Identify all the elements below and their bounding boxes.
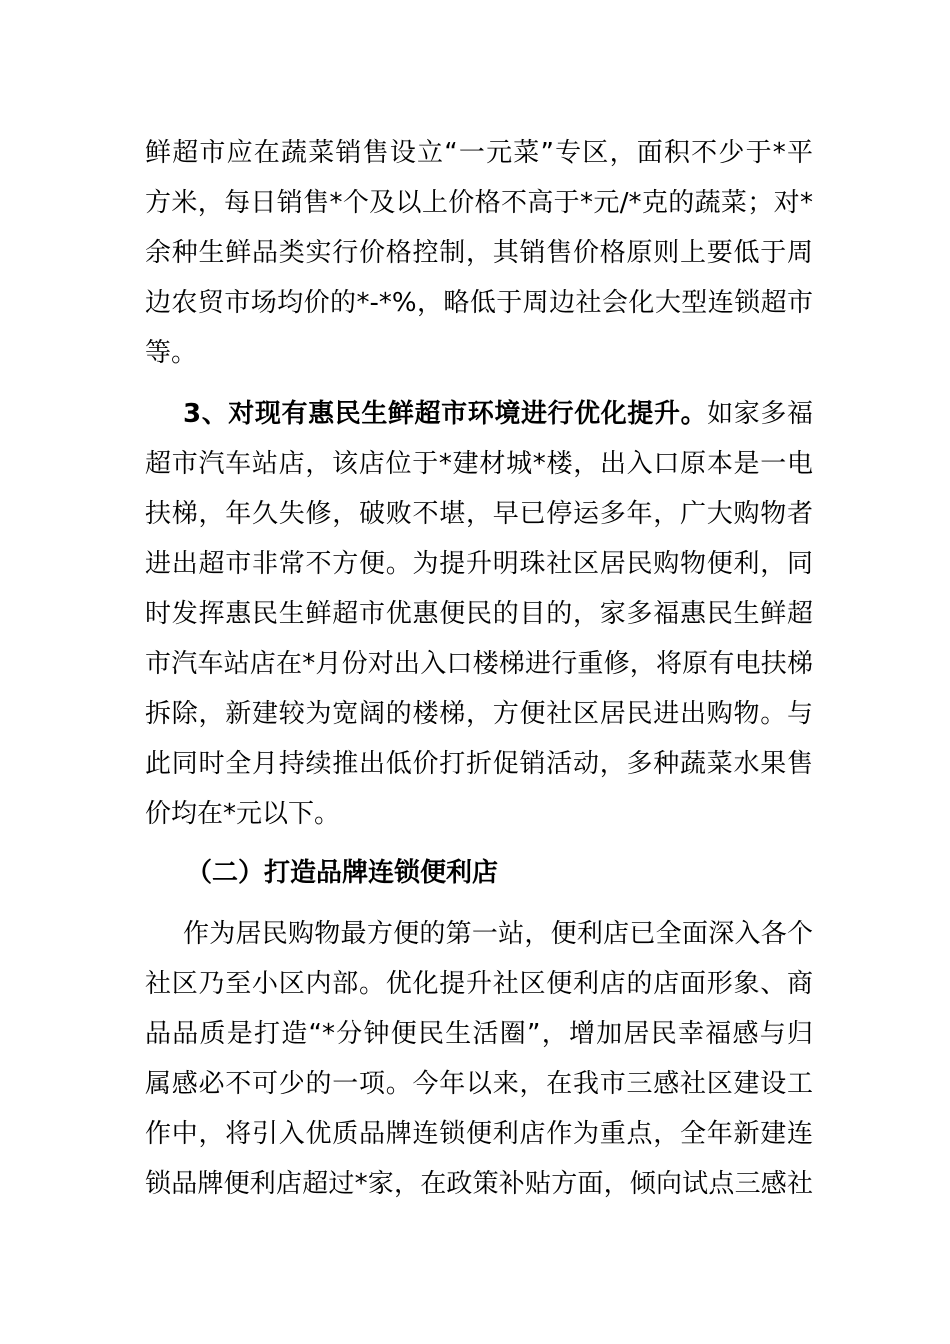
lead-rest: 如家多福 bbox=[707, 399, 813, 429]
text-line: 拆除，新建较为宽阔的楼梯，方便社区居民进出购物。与 bbox=[145, 699, 813, 729]
text-line: 锁品牌便利店超过*家，在政策补贴方面，倾向试点三感社 bbox=[145, 1169, 813, 1199]
text-line: 作为居民购物最方便的第一站，便利店已全面深入各个 bbox=[183, 919, 813, 949]
text-line: 超市汽车站店，该店位于*建材城*楼，出入口原本是一电 bbox=[145, 449, 813, 479]
text-line: 此同时全月持续推出低价打折促销活动，多种蔬菜水果售 bbox=[145, 749, 813, 779]
paragraph-2 bbox=[145, 389, 813, 839]
text-line: 社区乃至小区内部。优化提升社区便利店的店面形象、商 bbox=[145, 969, 813, 999]
text-line: 边农贸市场均价的*-*%，略低于周边社会化大型连锁超市 bbox=[145, 288, 813, 318]
section-heading: （二）打造品牌连锁便利店 bbox=[186, 858, 499, 888]
text-line: 进出超市非常不方便。为提升明珠社区居民购物便利，同 bbox=[145, 549, 813, 579]
text-line bbox=[145, 389, 813, 439]
paragraph-3 bbox=[145, 909, 813, 1209]
text-line: 扶梯，年久失修，破败不堪，早已停运多年，广大购物者 bbox=[145, 499, 813, 529]
paragraph-1 bbox=[145, 128, 813, 378]
text-line: 属感必不可少的一项。今年以来，在我市三感社区建设工 bbox=[145, 1069, 813, 1099]
text-line: 品品质是打造“*分钟便民生活圈”，增加居民幸福感与归 bbox=[145, 1019, 813, 1049]
text-line: 作中，将引入优质品牌连锁便利店作为重点，全年新建连 bbox=[145, 1119, 813, 1149]
text-line: 市汽车站店在*月份对出入口楼梯进行重修，将原有电扶梯 bbox=[145, 649, 813, 679]
text-line: 余种生鲜品类实行价格控制，其销售价格原则上要低于周 bbox=[145, 238, 813, 268]
text-line: 价均在*元以下。 bbox=[145, 799, 341, 829]
bold-lead: 3、对现有惠民生鲜超市环境进行优化提升。 bbox=[183, 399, 708, 429]
text-line: 鲜超市应在蔬菜销售设立“一元菜”专区，面积不少于*平 bbox=[145, 138, 813, 168]
text-line: 方米，每日销售*个及以上价格不高于*元/*克的蔬菜；对* bbox=[145, 188, 813, 218]
text-line: 等。 bbox=[145, 338, 198, 368]
text-line: 时发挥惠民生鲜超市优惠便民的目的，家多福惠民生鲜超 bbox=[145, 599, 813, 629]
